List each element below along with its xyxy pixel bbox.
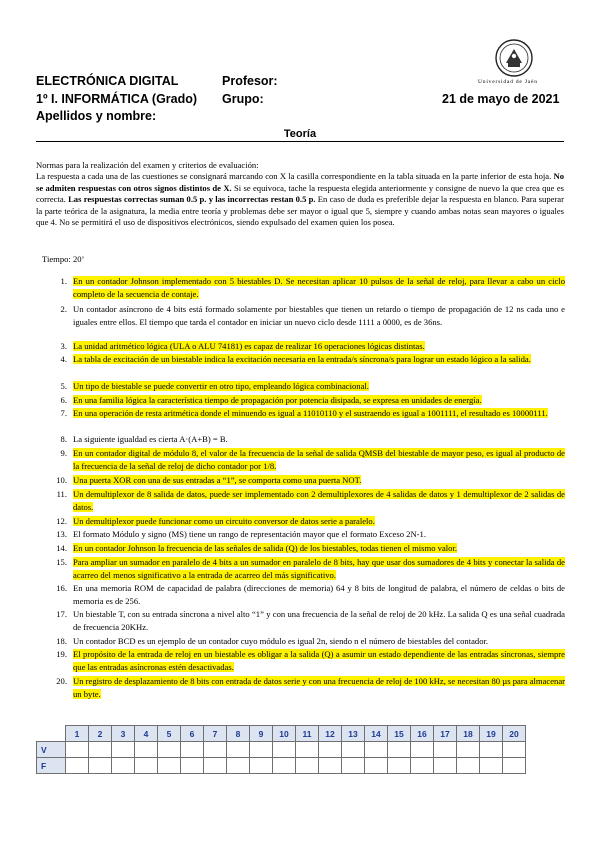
corner-cell (37, 726, 66, 742)
question-number: 1. (60, 276, 67, 286)
column-header: 18 (457, 726, 480, 742)
question-text: Un contador asíncrono de 4 bits está formado solamente por biestables que tienen un retardo o tiempo de propagación de 12 ns cada uno e iguales entre ellos. El tiempo que tarda el contador en iniciar un nuevo ciclo desde 1111 a 0000, es de 36ns. (73, 304, 565, 327)
question-text: Para ampliar un sumador en paralelo de 4 bits a un sumador en paralelo de 8 bits, hay que usar dos sumadores de 4 bits y conectar la salida de acarreo del menos significativo a la entrada de acarreo del más significativo. (73, 557, 565, 580)
subject-title: ELECTRÓNICA DIGITAL (36, 74, 179, 88)
question-text: En un contador digital de módulo 8, el valor de la frecuencia de la señal de salida QMSB del biestable de mayor peso, es igual al producto de la frecuencia de la señal de reloj de dicho contador por 1/8. (73, 448, 565, 471)
answer-cell[interactable] (273, 758, 296, 774)
answer-cell[interactable] (227, 742, 250, 758)
answer-cell[interactable] (66, 758, 89, 774)
question-number: 13. (56, 529, 67, 539)
question-number: 2. (60, 304, 67, 314)
column-header: 11 (296, 726, 319, 742)
section-title: Teoría (283, 128, 317, 140)
question-text: En una memoria ROM de capacidad de palabra (direcciones de memoria) 64 y 8 bits de longitud de palabra, el número de celdas o bits de memoria es de 256. (73, 583, 565, 606)
course-title: 1º I. INFORMÁTICA (Grado) (36, 92, 198, 106)
answer-cell[interactable] (181, 742, 204, 758)
column-header: 15 (388, 726, 411, 742)
question-item (55, 556, 565, 581)
answer-cell[interactable] (388, 758, 411, 774)
question-text: Un demultiplexor de 8 salida de datos, puede ser implementado con 2 demultiplexores de 4 salidas de datos y 1 demultiplexor de 2 salidas de datos. (73, 489, 565, 512)
column-header: 1 (66, 726, 89, 742)
question-text: En un contador Johnson implementado con 5 biestables D. Se necesitan aplicar 10 pulsos de la señal de reloj, para llevar a cabo un ciclo completo de la secuencia de contaje. (73, 276, 565, 299)
university-name: Universidad de Jaén (478, 79, 538, 85)
answer-cell[interactable] (158, 758, 181, 774)
answer-cell[interactable] (250, 742, 273, 758)
question-text: Una puerta XOR con una de sus entradas a “1”, se comporta como una puerta NOT. (73, 475, 362, 485)
answer-cell[interactable] (365, 742, 388, 758)
column-header: 17 (434, 726, 457, 742)
question-number: 5. (60, 381, 67, 391)
answer-cell[interactable] (89, 742, 112, 758)
question-text: El propósito de la entrada de reloj en un biestable es obligar a la salida (Q) a asumir un estado dependiente de las entradas síncronas, siempre que las entradas asíncronas estén desactivadas. (73, 649, 565, 672)
column-header: 4 (135, 726, 158, 742)
column-header: 2 (89, 726, 112, 742)
rules-body (36, 171, 564, 228)
question-item (55, 340, 565, 353)
question-item (55, 608, 565, 633)
question-number: 7. (60, 408, 67, 418)
question-text: En una operación de resta aritmética donde el minuendo es igual a 11010110 y el sustraendo es igual a 1001111, el resultado es 10000111. (73, 408, 548, 418)
university-seal-icon (495, 39, 533, 77)
answer-cell[interactable] (319, 758, 342, 774)
answer-table (36, 725, 526, 774)
question-number: 9. (60, 448, 67, 458)
question-item (55, 407, 565, 420)
column-header: 20 (503, 726, 526, 742)
answer-cell[interactable] (112, 758, 135, 774)
question-number: 15. (56, 557, 67, 567)
answer-cell[interactable] (503, 758, 526, 774)
rules-text-2: Si se equivoca, tache la respuesta elegida anteriormente y consigne de nuevo la que crea que es correcta. (36, 182, 564, 205)
group-label: Grupo: (222, 92, 264, 106)
question-text: Un registro de desplazamiento de 8 bits con entrada de datos serie y con una frecuencia de reloj de 100 kHz, se necesitan 80 µs para almacenar un byte. (73, 676, 565, 699)
question-item (55, 648, 565, 673)
question-number: 11. (56, 489, 67, 499)
answer-cell[interactable] (388, 742, 411, 758)
answer-cell[interactable] (66, 742, 89, 758)
column-header: 5 (158, 726, 181, 742)
answer-cell[interactable] (342, 742, 365, 758)
answer-cell[interactable] (365, 758, 388, 774)
question-item (55, 582, 565, 607)
question-text: La unidad aritmético lógica (ULA o ALU 74181) es capaz de realizar 16 operaciones lógicas distintas. (73, 341, 425, 351)
question-number: 10. (56, 475, 67, 485)
column-header: 12 (319, 726, 342, 742)
column-header: 10 (273, 726, 296, 742)
answer-cell[interactable] (296, 758, 319, 774)
answer-cell[interactable] (158, 742, 181, 758)
answer-cell[interactable] (434, 758, 457, 774)
rules-intro: Normas para la realización del examen y criterios de evaluación: (36, 160, 259, 170)
question-item (55, 675, 565, 700)
professor-label: Profesor: (222, 74, 278, 88)
question-item (55, 303, 565, 328)
question-item (55, 515, 565, 528)
question-item (55, 394, 565, 407)
question-number: 8. (60, 434, 67, 444)
name-label: Apellidos y nombre: (36, 109, 157, 123)
question-item (55, 433, 565, 446)
question-item (55, 635, 565, 648)
rules-bold-1: No se admiten respuestas con otros signos distintos de X. (36, 171, 564, 193)
question-item (55, 380, 565, 393)
rules-text-3: En caso de duda es preferible dejar la respuesta en blanco. Para superar la parte teórica de la asignatura, la media entre teoría y problemas debe ser mayor o igual que 5, siempre y cuando ambas notas sean mayores o iguales que 4. No se permitirá el uso de dispositivos electrónicos, siendo expulsado del examen quien los posea. (36, 194, 564, 228)
column-header: 13 (342, 726, 365, 742)
question-number: 6. (60, 395, 67, 405)
column-header: 8 (227, 726, 250, 742)
answer-cell[interactable] (273, 742, 296, 758)
question-item (55, 474, 565, 487)
answer-table-header (37, 726, 526, 742)
answer-cell[interactable] (480, 742, 503, 758)
question-item (55, 353, 565, 366)
answer-cell[interactable] (204, 742, 227, 758)
answer-cell[interactable] (457, 742, 480, 758)
answer-cell[interactable] (204, 758, 227, 774)
answer-cell[interactable] (181, 758, 204, 774)
time-limit: Tiempo: 20’ (42, 254, 85, 264)
answer-row-true (37, 742, 526, 758)
question-number: 17. (56, 609, 67, 619)
answer-cell[interactable] (434, 742, 457, 758)
answer-cell[interactable] (296, 742, 319, 758)
question-number: 12. (56, 516, 67, 526)
column-header: 6 (181, 726, 204, 742)
question-text: Un contador BCD es un ejemplo de un contador cuyo módulo es igual 2n, siendo n el número de biestables del contador. (73, 636, 489, 646)
column-header: 16 (411, 726, 434, 742)
question-number: 20. (56, 676, 67, 686)
question-text: Un tipo de biestable se puede convertir en otro tipo, empleando lógica combinacional. (73, 381, 369, 391)
rules-text-1: La respuesta a cada una de las cuestiones se consignará marcando con X la casilla correspondiente en la tabla situada en la parte inferior de esta hoja. (36, 171, 552, 182)
column-header: 7 (204, 726, 227, 742)
question-item (55, 447, 565, 472)
answer-cell[interactable] (250, 758, 273, 774)
answer-cell[interactable] (457, 758, 480, 774)
column-header: 19 (480, 726, 503, 742)
rules-bold-2: Las respuestas correctas suman 0.5 p. y las incorrectas restan 0.5 p. (68, 194, 316, 205)
answer-cell[interactable] (411, 758, 434, 774)
answer-cell[interactable] (89, 758, 112, 774)
answer-cell[interactable] (503, 742, 526, 758)
exam-date: 21 de mayo de 2021 (442, 92, 560, 106)
question-text: Un demultiplexor puede funcionar como un circuito conversor de datos serie a paralelo. (73, 516, 375, 526)
question-text: En una familia lógica la característica tiempo de propagación por potencia disipada, se expresa en unidades de energía. (73, 395, 482, 405)
column-header: 9 (250, 726, 273, 742)
question-text: En un contador Johnson la frecuencia de las señales de salida (Q) de los biestables, todas tienen el mismo valor. (73, 543, 457, 553)
question-number: 4. (60, 354, 67, 364)
question-number: 19. (56, 649, 67, 659)
answer-cell[interactable] (135, 742, 158, 758)
question-number: 16. (56, 583, 67, 593)
answer-cell[interactable] (480, 758, 503, 774)
answer-cell[interactable] (411, 742, 434, 758)
answer-row-false (37, 758, 526, 774)
question-item (55, 488, 565, 513)
title-divider (36, 141, 564, 142)
answer-cell[interactable] (319, 742, 342, 758)
question-text: Un biestable T, con su entrada síncrona a nivel alto “1” y con una frecuencia de la señal de reloj de 20 kHz. La salida Q es una señal cuadrada de frecuencia 20KHz. (73, 609, 565, 632)
answer-cell[interactable] (112, 742, 135, 758)
question-text: El formato Módulo y signo (MS) tiene un rango de representación mayor que el formato Exceso 2N-1. (73, 529, 426, 539)
question-item (55, 528, 565, 541)
question-item (55, 275, 565, 300)
question-text: La tabla de excitación de un biestable indica la excitación necesaria en la entrada/s síncrona/s para lograr un estado lógico a la salida. (73, 354, 531, 364)
answer-cell[interactable] (135, 758, 158, 774)
answer-cell[interactable] (342, 758, 365, 774)
column-header: 3 (112, 726, 135, 742)
question-number: 3. (60, 341, 67, 351)
exam-rules (36, 160, 564, 228)
column-header: 14 (365, 726, 388, 742)
question-number: 14. (56, 543, 67, 553)
answer-cell[interactable] (227, 758, 250, 774)
question-item (55, 542, 565, 555)
row-label: F (37, 758, 66, 774)
row-label: V (37, 742, 66, 758)
question-text: La siguiente igualdad es cierta A·(A+B) = B. (73, 434, 228, 444)
question-number: 18. (56, 636, 67, 646)
